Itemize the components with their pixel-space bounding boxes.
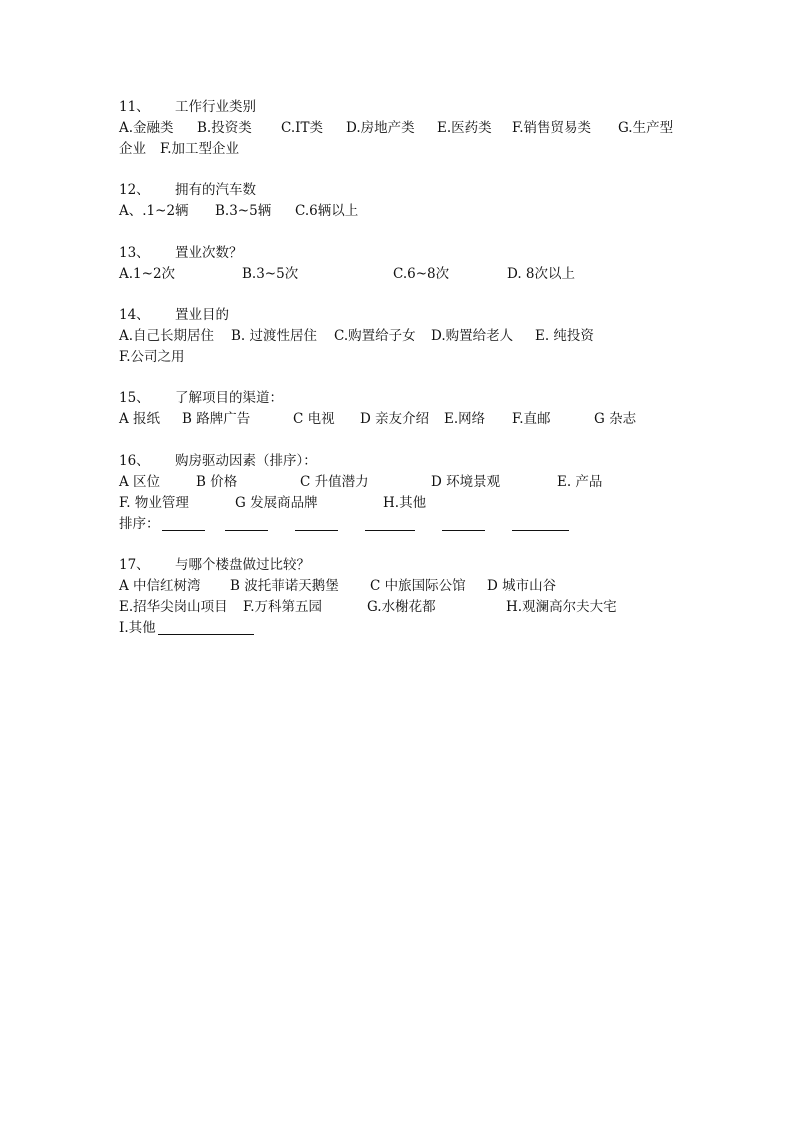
q11-option-f2: F.加工型企业 (160, 141, 240, 157)
q17-option-d: D 城市山谷 (487, 578, 557, 594)
q14-option-c: C.购置给子女 (334, 328, 416, 344)
q16-option-a: A 区位 (119, 474, 161, 490)
q13-option-d: D. 8次以上 (507, 266, 576, 282)
q16-option-g: G 发展商品牌 (235, 495, 318, 511)
q11-title: 工作行业类别 (175, 99, 256, 115)
q17-option-g: G.水榭花都 (367, 599, 436, 615)
q17-option-b: B 波托菲诺天鹅堡 (230, 578, 339, 594)
q17-other-blank[interactable] (158, 634, 254, 635)
q11-option-a: A.金融类 (119, 120, 174, 136)
q13-option-a: A.1~2次 (119, 266, 176, 282)
q17-option-h: H.观澜高尔夫大宅 (506, 599, 617, 615)
q16-rank-blank-2[interactable] (225, 530, 268, 531)
q16-option-h: H.其他 (383, 495, 427, 511)
q16-rank-blank-4[interactable] (365, 530, 415, 531)
q11-option-g: G.生产型 (618, 120, 674, 136)
q16-rank-blank-6[interactable] (512, 530, 569, 531)
q16-option-f: F. 物业管理 (119, 495, 189, 511)
q17-number: 17、 (119, 557, 150, 573)
q14-option-b: B. 过渡性居住 (231, 328, 318, 344)
q15-number: 15、 (119, 390, 150, 406)
q13-number: 13、 (119, 245, 150, 261)
q12-title: 拥有的汽车数 (175, 182, 256, 198)
q17-option-i: I.其他 (119, 620, 156, 636)
q13-option-b: B.3~5次 (242, 266, 299, 282)
q15-option-a: A 报纸 (119, 411, 161, 427)
q11-option-e: E.医药类 (437, 120, 492, 136)
q12-number: 12、 (119, 182, 150, 198)
q14-option-f: F.公司之用 (119, 349, 185, 365)
q17-option-c: C 中旅国际公馆 (370, 578, 466, 594)
q16-rank-blank-3[interactable] (295, 530, 338, 531)
q14-option-d: D.购置给老人 (431, 328, 514, 344)
q12-option-a: A、.1~2辆 (119, 203, 189, 219)
q11-option-d: D.房地产类 (346, 120, 415, 136)
q14-number: 14、 (119, 307, 150, 323)
q13-option-c: C.6~8次 (393, 266, 450, 282)
q15-option-g: G 杂志 (594, 411, 637, 427)
q11-option-b: B.投资类 (197, 120, 252, 136)
q17-title: 与哪个楼盘做过比较？ (175, 557, 310, 573)
q16-title: 购房驱动因素（排序）： (175, 453, 317, 469)
q17-option-f: F.万科第五园 (243, 599, 323, 615)
q16-rank-blank-5[interactable] (442, 530, 485, 531)
q17-option-e: E.招华尖岗山项目 (119, 599, 228, 615)
q15-option-b: B 路牌广告 (182, 411, 251, 427)
q14-title: 置业目的 (175, 307, 229, 323)
q15-option-c: C 电视 (293, 411, 335, 427)
q16-option-d: D 环境景观 (431, 474, 501, 490)
q16-number: 16、 (119, 453, 150, 469)
q14-option-a: A.自己长期居住 (119, 328, 215, 344)
q16-option-c: C 升值潜力 (300, 474, 369, 490)
q17-option-a: A 中信红树湾 (119, 578, 201, 594)
q15-title: 了解项目的渠道： (175, 390, 283, 406)
q16-rank-blank-1[interactable] (162, 530, 205, 531)
q16-option-b: B 价格 (196, 474, 238, 490)
q11-option-c: C.IT类 (281, 120, 323, 136)
q13-title: 置业次数？ (175, 245, 243, 261)
q11-option-g-cont: 企业 (119, 141, 146, 157)
q15-option-f: F.直邮 (512, 411, 551, 427)
q11-option-f: F.销售贸易类 (512, 120, 592, 136)
q12-option-c: C.6辆以上 (295, 203, 359, 219)
q11-number: 11、 (119, 99, 150, 115)
q14-option-e: E. 纯投资 (535, 328, 594, 344)
q15-option-e: E.网络 (444, 411, 486, 427)
q15-option-d: D 亲友介绍 (360, 411, 430, 427)
q12-option-b: B.3~5辆 (215, 203, 272, 219)
q16-rank-label: 排序： (119, 516, 160, 532)
q16-option-e: E. 产品 (557, 474, 603, 490)
